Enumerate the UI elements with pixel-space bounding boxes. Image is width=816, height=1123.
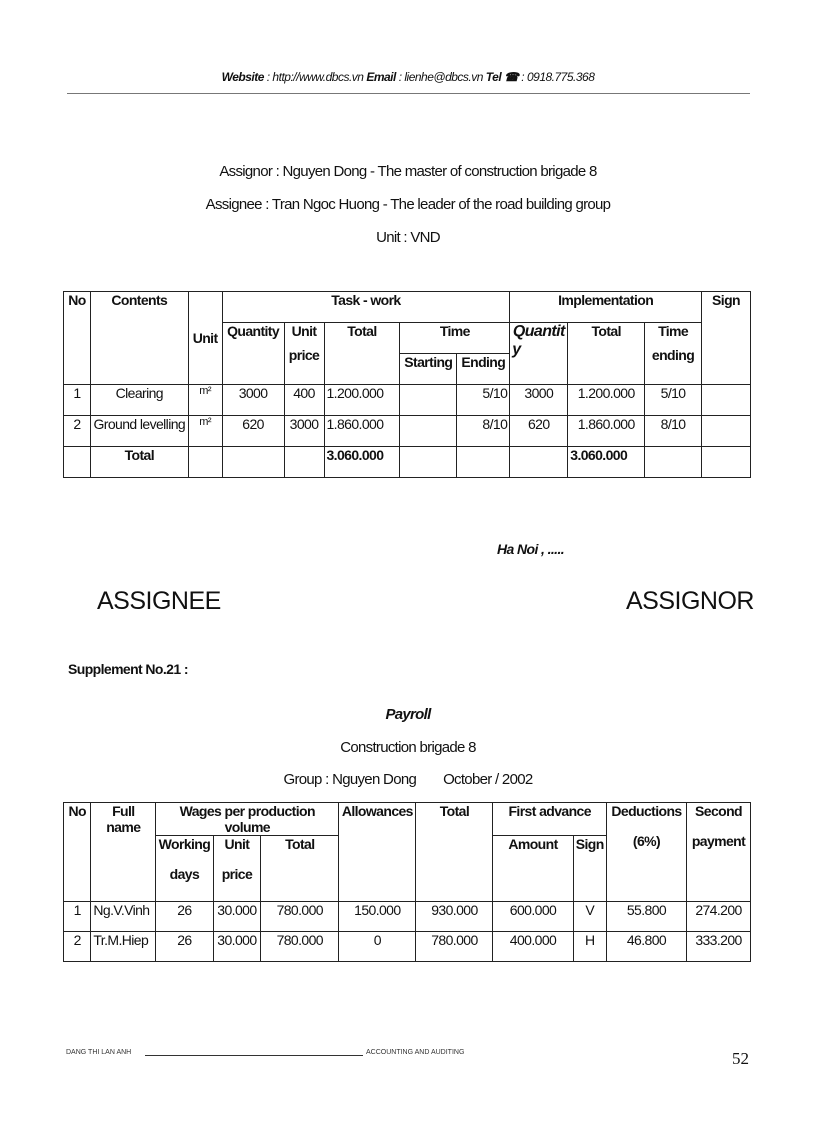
table-row — [64, 416, 751, 447]
payroll-subtitle: Construction brigade 8 — [340, 739, 476, 756]
th-wages: Wages per production volume — [156, 803, 339, 836]
cell-sign: V — [573, 902, 606, 932]
cell-total: 930.000 — [416, 902, 493, 932]
th-total: Total — [324, 323, 400, 385]
th-unit-line1: Unit — [224, 836, 250, 852]
website-label: Website — [221, 70, 264, 84]
cell-days: 26 — [156, 902, 213, 932]
th-amount: Amount — [493, 836, 573, 902]
cell-quantity: 620 — [222, 416, 284, 447]
total-label: Total — [90, 447, 188, 478]
cell-wage-total: 780.000 — [261, 902, 339, 932]
th-unit: Unit — [188, 292, 222, 385]
header-divider — [67, 93, 750, 94]
cell-total: 780.000 — [416, 932, 493, 962]
email-label: Email — [366, 70, 396, 84]
th-total: Total — [416, 803, 493, 902]
cell-no: 2 — [64, 932, 91, 962]
total-row — [64, 447, 751, 478]
th-task-work: Task - work — [222, 292, 510, 323]
cell-contents: Ground levelling — [90, 416, 188, 447]
cell-allowances: 0 — [339, 932, 416, 962]
th-time-ending-line1: Time — [658, 323, 689, 339]
cell-impl-total: 1.860.000 — [568, 416, 645, 447]
th-second-line2: payment — [691, 833, 746, 849]
unit-line: Unit : VND — [376, 229, 440, 246]
cell-unit: m² — [188, 385, 222, 416]
th-time-ending-line2: ending — [651, 347, 695, 363]
cell-quantity: 3000 — [222, 385, 284, 416]
cell-unit-price: 30.000 — [213, 902, 261, 932]
cell-no: 1 — [64, 385, 91, 416]
cell-unit-price: 400 — [284, 385, 324, 416]
cell-days: 26 — [156, 932, 213, 962]
cell-ending: 5/10 — [457, 385, 510, 416]
th-time-ending — [645, 323, 702, 385]
th-second-payment — [687, 803, 751, 902]
cell-time-ending: 5/10 — [645, 385, 702, 416]
cell-no: 2 — [64, 416, 91, 447]
payroll-title: Payroll — [385, 706, 431, 723]
assignor-signature-label: ASSIGNOR — [626, 587, 754, 615]
th-ending: Ending — [457, 354, 510, 385]
th-time: Time — [400, 323, 510, 354]
th-impl-total: Total — [568, 323, 645, 385]
table-row — [64, 902, 751, 932]
th-impl-quantity-line2: y — [512, 341, 521, 358]
th-impl-quantity — [510, 323, 568, 385]
cell-total: 1.200.000 — [324, 385, 400, 416]
cell-sign: H — [573, 932, 606, 962]
cell-amount: 400.000 — [493, 932, 573, 962]
table-row — [64, 932, 751, 962]
th-deductions — [606, 803, 686, 902]
supplement-label: Supplement No.21 : — [68, 661, 188, 677]
cell-total: 1.860.000 — [324, 416, 400, 447]
assignee-line: Assignee : Tran Ngoc Huong - The leader of the road building group — [205, 196, 611, 213]
place-date: Ha Noi , ..... — [497, 541, 565, 557]
website-value: : http://www.dbcs.vn — [266, 70, 364, 84]
cell-time-ending: 8/10 — [645, 416, 702, 447]
cell-unit-price: 3000 — [284, 416, 324, 447]
payroll-group: Group : Nguyen Dong — [283, 771, 417, 788]
th-unit-price — [284, 323, 324, 385]
cell-sign — [702, 416, 751, 447]
tel-label: Tel ☎ — [485, 70, 519, 84]
th-wage-total: Total — [261, 836, 339, 902]
th-deductions-line2: (6%) — [632, 833, 661, 849]
impl-total-value: 3.060.000 — [568, 447, 645, 478]
payroll-group-line — [0, 771, 816, 788]
page-header — [0, 70, 816, 84]
footer-divider — [145, 1055, 363, 1056]
cell-ending: 8/10 — [457, 416, 510, 447]
th-first-advance: First advance — [493, 803, 606, 836]
cell-starting — [400, 416, 457, 447]
cell-amount: 600.000 — [493, 902, 573, 932]
th-deductions-line1: Deductions — [611, 803, 682, 819]
th-sign: Sign — [573, 836, 606, 902]
cell-second-payment: 274.200 — [687, 902, 751, 932]
cell-sign — [702, 385, 751, 416]
th-unit-price — [213, 836, 261, 902]
th-contents: Contents — [90, 292, 188, 385]
cell-name: Tr.M.Hiep — [91, 932, 156, 962]
th-implementation: Implementation — [510, 292, 702, 323]
th-sign: Sign — [702, 292, 751, 385]
cell-deductions: 55.800 — [606, 902, 686, 932]
th-unit-line2: price — [221, 866, 253, 882]
cell-no: 1 — [64, 902, 91, 932]
cell-name: Ng.V.Vinh — [91, 902, 156, 932]
th-no: No — [64, 803, 91, 902]
th-full-name: Full name — [91, 803, 156, 902]
cell-second-payment: 333.200 — [687, 932, 751, 962]
th-allowances: Allowances — [339, 803, 416, 902]
footer-author: DANG THI LAN ANH — [66, 1049, 132, 1056]
table-row — [64, 385, 751, 416]
th-working-line1: Working — [158, 836, 211, 852]
cell-contents: Clearing — [90, 385, 188, 416]
th-impl-quantity-line1: Quantit — [512, 323, 565, 340]
th-second-line1: Second — [695, 803, 742, 819]
cell-unit-price: 30.000 — [213, 932, 261, 962]
cell-allowances: 150.000 — [339, 902, 416, 932]
cell-impl-quantity: 620 — [510, 416, 568, 447]
th-working-line2: days — [169, 866, 200, 882]
cell-wage-total: 780.000 — [261, 932, 339, 962]
payroll-period: October / 2002 — [443, 771, 533, 788]
cell-deductions: 46.800 — [606, 932, 686, 962]
task-table — [63, 291, 751, 478]
email-value: : lienhe@dbcs.vn — [398, 70, 483, 84]
tel-value: : 0918.775.368 — [521, 70, 595, 84]
th-working-days — [156, 836, 213, 902]
th-unit-price-line2: price — [288, 347, 320, 363]
cell-starting — [400, 385, 457, 416]
payroll-table — [63, 802, 751, 962]
assignee-signature-label: ASSIGNEE — [97, 587, 221, 615]
cell-impl-total: 1.200.000 — [568, 385, 645, 416]
th-no: No — [64, 292, 91, 385]
cell-unit: m² — [188, 416, 222, 447]
page-number: 52 — [732, 1049, 749, 1068]
th-starting: Starting — [400, 354, 457, 385]
total-value: 3.060.000 — [324, 447, 400, 478]
footer-department: ACCOUNTING AND AUDITING — [366, 1049, 465, 1056]
assignor-line: Assignor : Nguyen Dong - The master of construction brigade 8 — [219, 163, 597, 180]
th-unit-price-line1: Unit — [291, 323, 317, 339]
cell-impl-quantity: 3000 — [510, 385, 568, 416]
th-quantity: Quantity — [222, 323, 284, 385]
